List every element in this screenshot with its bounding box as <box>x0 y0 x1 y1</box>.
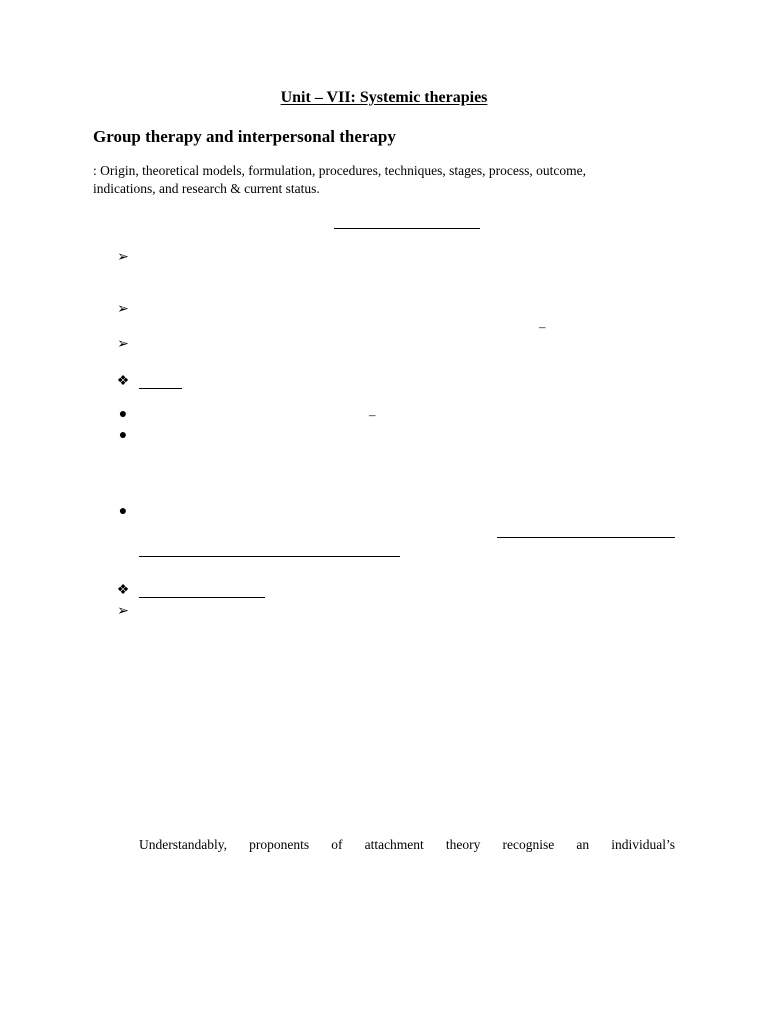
diamond-bullet-icon: ❖ <box>116 583 130 598</box>
dash-mark: – <box>539 319 546 334</box>
arrow-bullet-icon: ➢ <box>117 302 129 317</box>
underline-rule <box>497 537 675 538</box>
underline-rule <box>334 228 480 229</box>
underline-rule <box>139 556 400 557</box>
section-heading: Group therapy and interpersonal therapy <box>93 127 396 146</box>
topics-line: : Origin, theoretical models, formulation, procedures, techniques, stages, process, outcome, <box>93 163 586 178</box>
topics-paragraph <box>93 162 673 197</box>
arrow-bullet-icon: ➢ <box>117 250 129 265</box>
dot-bullet-icon: ● <box>118 407 128 422</box>
dash-mark: – <box>369 407 376 422</box>
arrow-bullet-icon: ➢ <box>117 604 129 619</box>
underline-rule <box>139 597 265 598</box>
unit-title-text: Unit – VII: Systemic therapies <box>280 89 488 106</box>
dot-bullet-icon: ● <box>118 504 128 519</box>
dot-bullet-icon: ● <box>118 428 128 443</box>
arrow-bullet-icon: ➢ <box>117 337 129 352</box>
unit-title <box>0 88 768 108</box>
body-paragraph-line: Understandably, proponents of attachment theory recognise an individual’s <box>139 837 675 852</box>
underline-rule <box>139 388 182 389</box>
topics-line: indications, and research & current status. <box>93 180 320 196</box>
diamond-bullet-icon: ❖ <box>116 374 130 389</box>
